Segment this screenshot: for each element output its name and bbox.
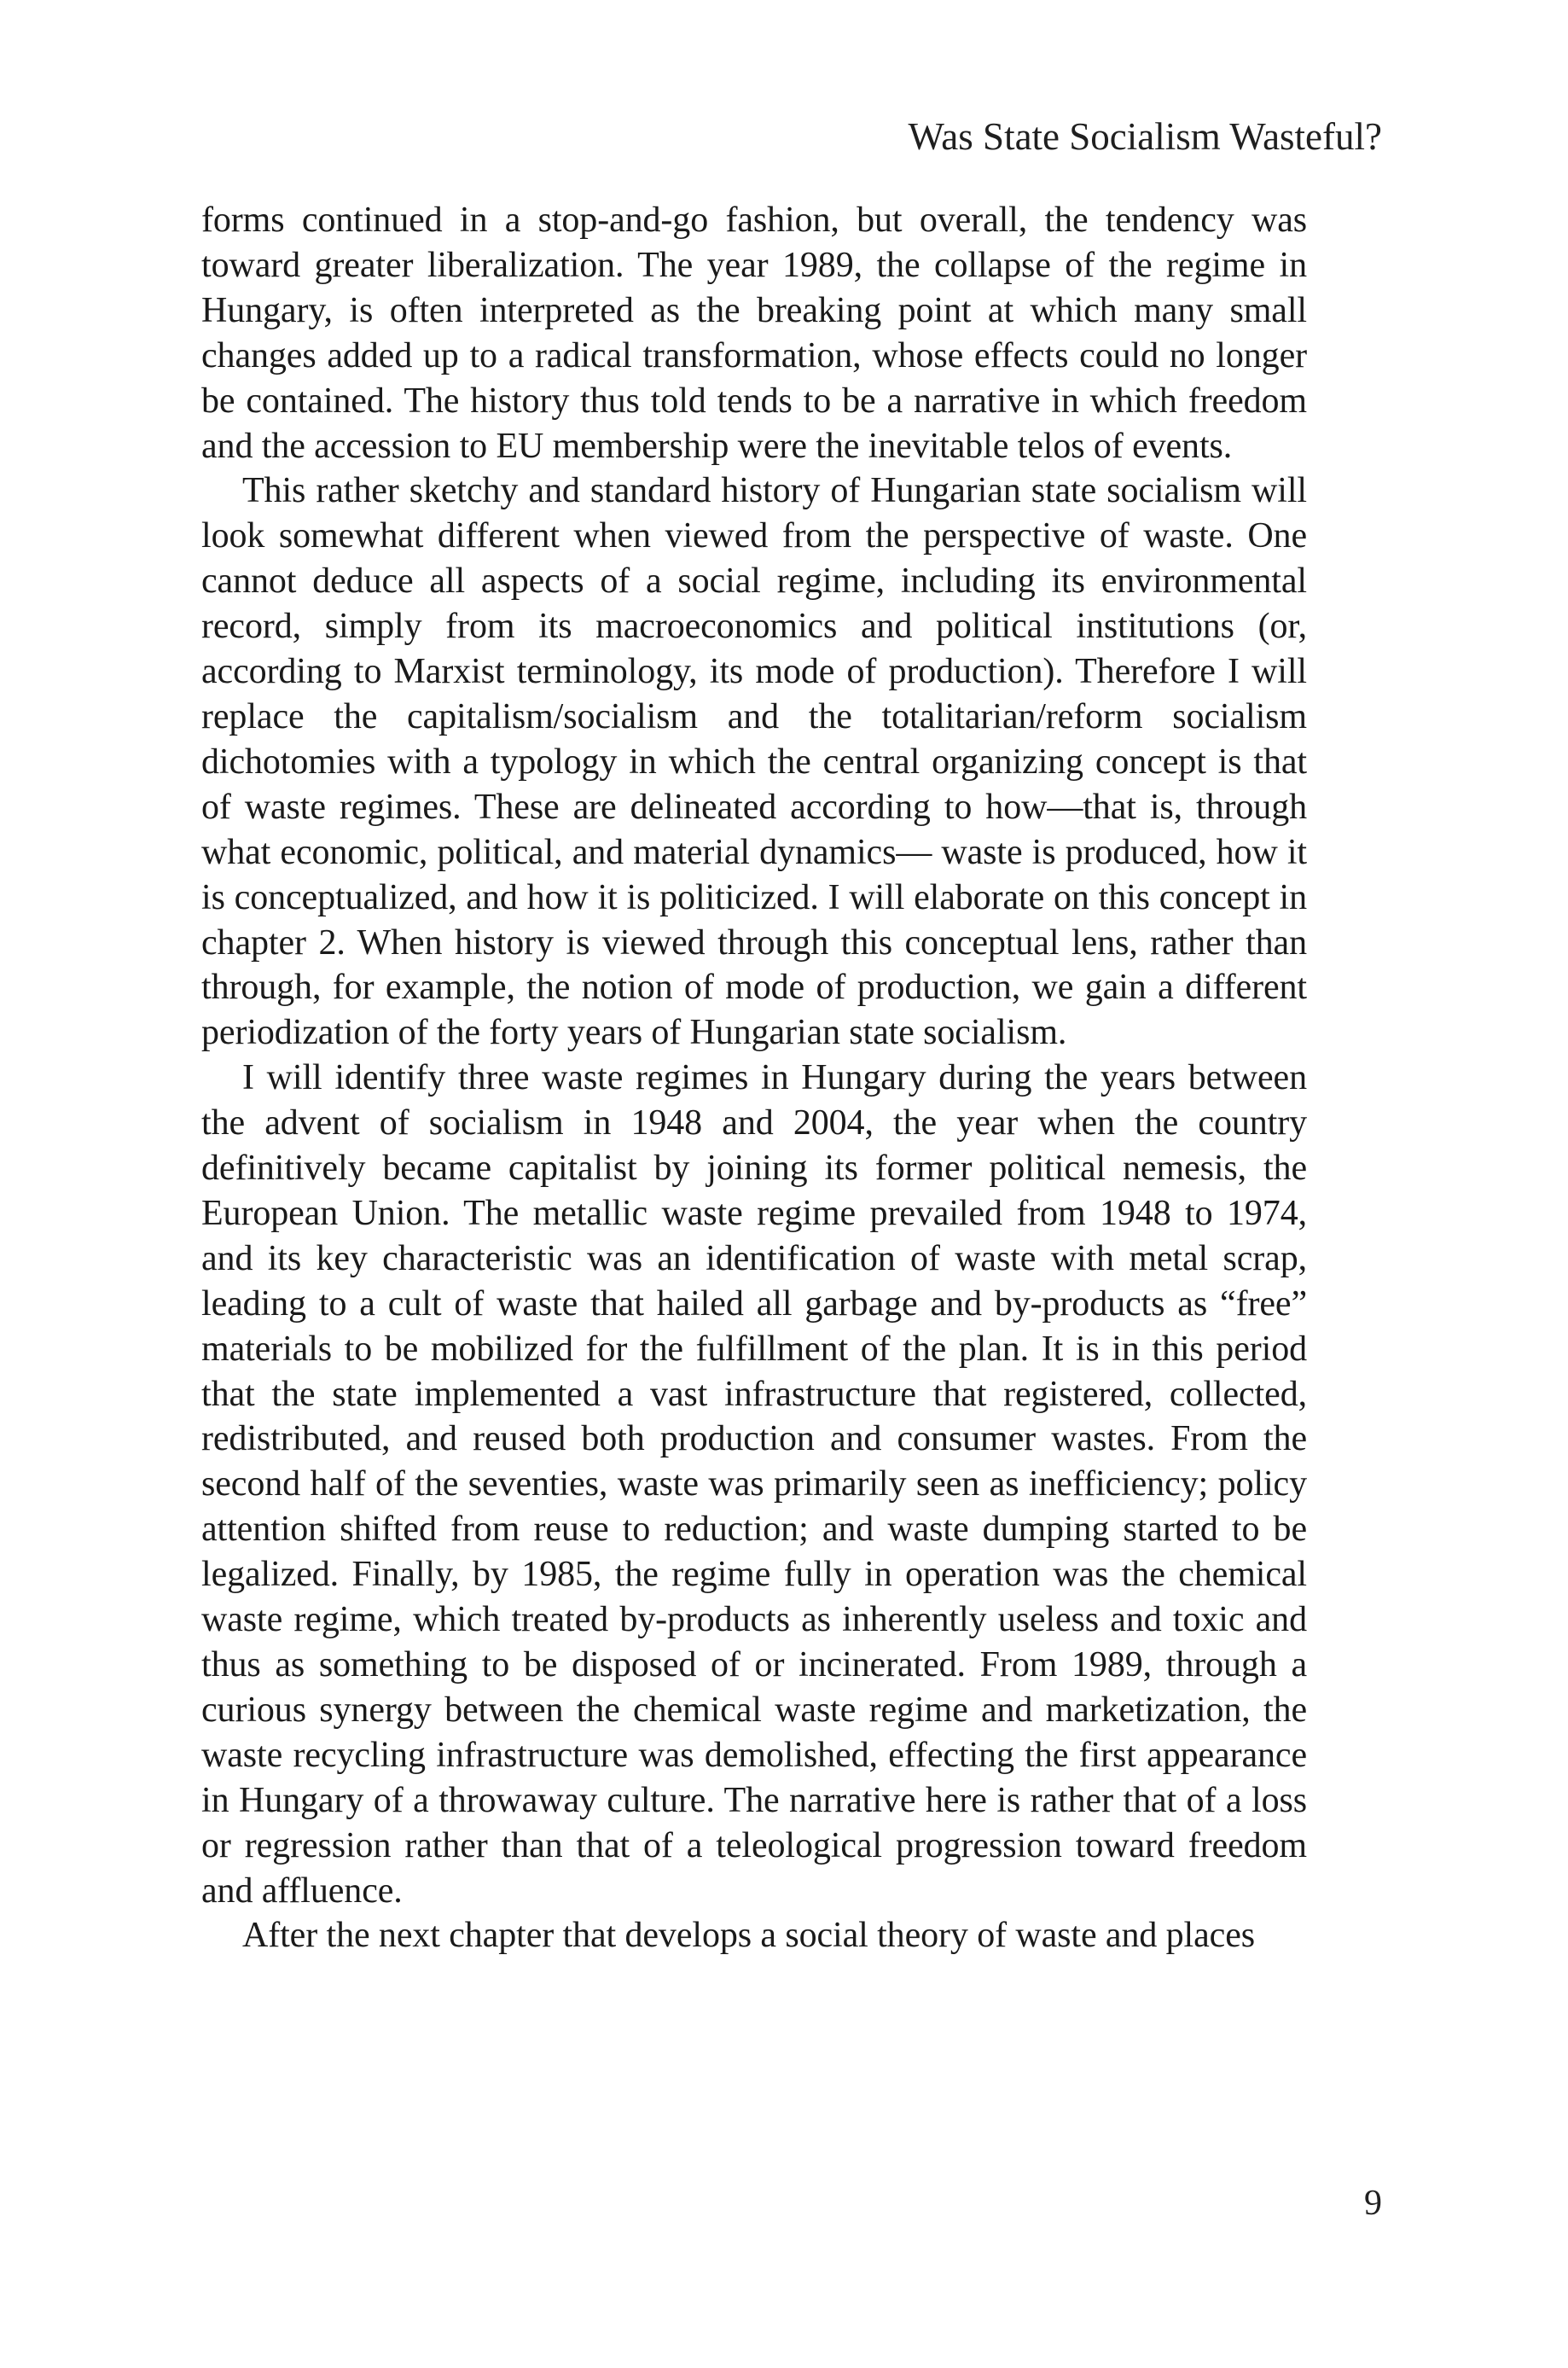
paragraph-last: After the next chapter that develops a social theory of waste and places [242,1916,1255,1956]
paragraph: I will identify three waste regimes in Hungary during the years between the advent of socialism in 1948 and 2004, the year when the country definitively became capitalist by joining its former political nemesis, the European Union. The metallic waste regime prevailed from 1948 to 1974, and its key characteristic was an identification of waste with metal scrap, leading to a cult of waste that hailed all garbage and by-products as “free” materials to be mobilized for the fulfillment of the plan. It is in this period that the state implemented a vast infrastructure that registered, collected, redistributed, and reused both production and consumer wastes. From the second half of the seventies, waste was primarily seen as inefficiency; policy attention shifted from reuse to reduction; and waste dumping started to be legalized. Finally, by 1985, the regime fully in operation was the chemical waste regime, which treated by-products as inherently useless and toxic and thus as something to be disposed of or incinerated. From 1989, through a curious synergy between the chemical waste regime and marketization, the waste recycling infrastructure was demolished, effecting the first appearance in Hungary of a throwaway culture. The narrative here is rather that of a loss or regression rather than that of a teleological progression toward freedom and affluence. [201,1058,1307,1911]
paragraph: This rather sketchy and standard history of Hungarian state socialism will look somewhat different when viewed from the perspective of waste. One cannot deduce all aspects of a social regime, including its environmental record, simply from its macroeconomics and political institutions (or, according to Marxist terminology, its mode of production). Therefore I will replace the capitalism/socialism and the totalitarian/reform socialism dichotomies with a typology in which the central organizing concept is that of waste regimes. These are delineated according to how—that is, through what economic, political, and material dynamics— waste is produced, how it is conceptualized, and how it is politicized. I will elaborate on this concept in chapter 2. When history is viewed through this conceptual lens, rather than through, for example, the notion of mode of production, we gain a different periodization of the forty years of Hungarian state socialism. [201,471,1307,1053]
paragraph-continued: forms continued in a stop-and-go fashion, but overall, the tendency was toward greater liberalization. The year 1989, the collapse of the regime in Hungary, is often interpreted as the breaking point at which many small changes added up to a radical transformation, whose effects could no longer be contained. The history thus told tends to be a narrative in which freedom and the accession to EU membership were the inevitable telos of events. [201,201,1307,466]
running-head: Was State Socialism Wasteful? [908,115,1382,158]
page-number: 9 [1364,2184,1382,2223]
body-text [201,198,1307,1958]
